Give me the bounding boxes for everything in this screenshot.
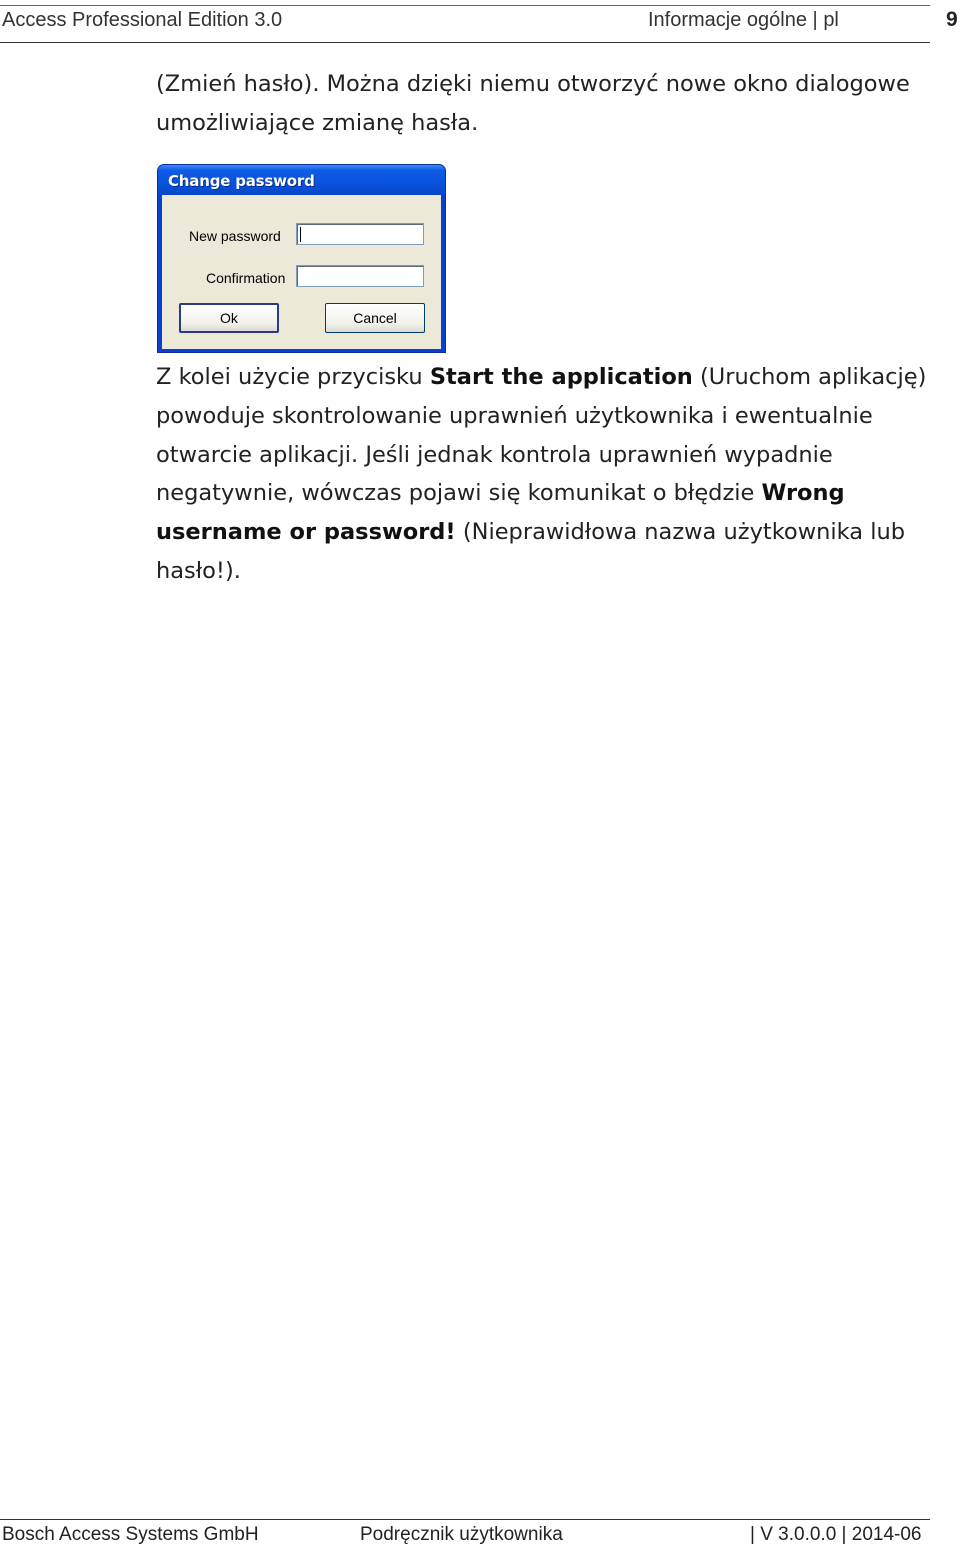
footer-document-title: Podręcznik użytkownika: [360, 1524, 563, 1545]
dialog-title: Change password: [168, 172, 315, 190]
paragraph2-part3: (Nieprawidłowa nazwa użytkownika lub hasło!).: [156, 519, 905, 584]
confirmation-label: Confirmation: [206, 270, 286, 286]
header-section-title: Informacje ogólne: [648, 9, 807, 31]
paragraph2-part1: Z kolei użycie przycisku: [156, 364, 430, 390]
text-caret: [300, 227, 301, 242]
new-password-field[interactable]: [296, 223, 424, 245]
wrong-credentials-message: Wrong username or password!: [156, 480, 845, 546]
cancel-button[interactable]: Cancel: [325, 303, 425, 333]
change-password-dialog: [157, 164, 446, 353]
dialog-client-area: [162, 195, 441, 349]
footer-company: Bosch Access Systems GmbH: [2, 1524, 259, 1545]
confirmation-field[interactable]: [296, 265, 424, 287]
dialog-titlebar[interactable]: [158, 165, 445, 195]
header-separator: |: [812, 9, 818, 31]
header-rule: [0, 42, 930, 43]
paragraph-start-application: [156, 358, 936, 591]
header-product-title: Access Professional Edition 3.0: [2, 9, 283, 31]
header-language: pl: [823, 9, 839, 31]
ok-button[interactable]: Ok: [179, 303, 279, 333]
new-password-label: New password: [189, 228, 281, 244]
header-top-rule: [0, 5, 930, 6]
page-number: 9: [946, 8, 958, 31]
page-header: [0, 0, 960, 46]
footer-rule: [0, 1519, 930, 1520]
header-section: [648, 9, 839, 32]
paragraph-change-password: (Zmień hasło). Można dzięki niemu otworzyć nowe okno dialogowe umożliwiające zmianę hasła.: [156, 71, 910, 136]
paragraph2-part2: (Uruchom aplikację) powoduje skontrolowanie uprawnień użytkownika i ewentualnie otwarcie aplikacji. Jeśli jednak kontrola uprawnień wypadnie negatywnie, wówczas pojawi się komunikat o błędzie: [156, 364, 927, 507]
start-application-term: Start the application: [429, 364, 693, 390]
footer-version: | V 3.0.0.0 | 2014-06: [750, 1524, 922, 1545]
